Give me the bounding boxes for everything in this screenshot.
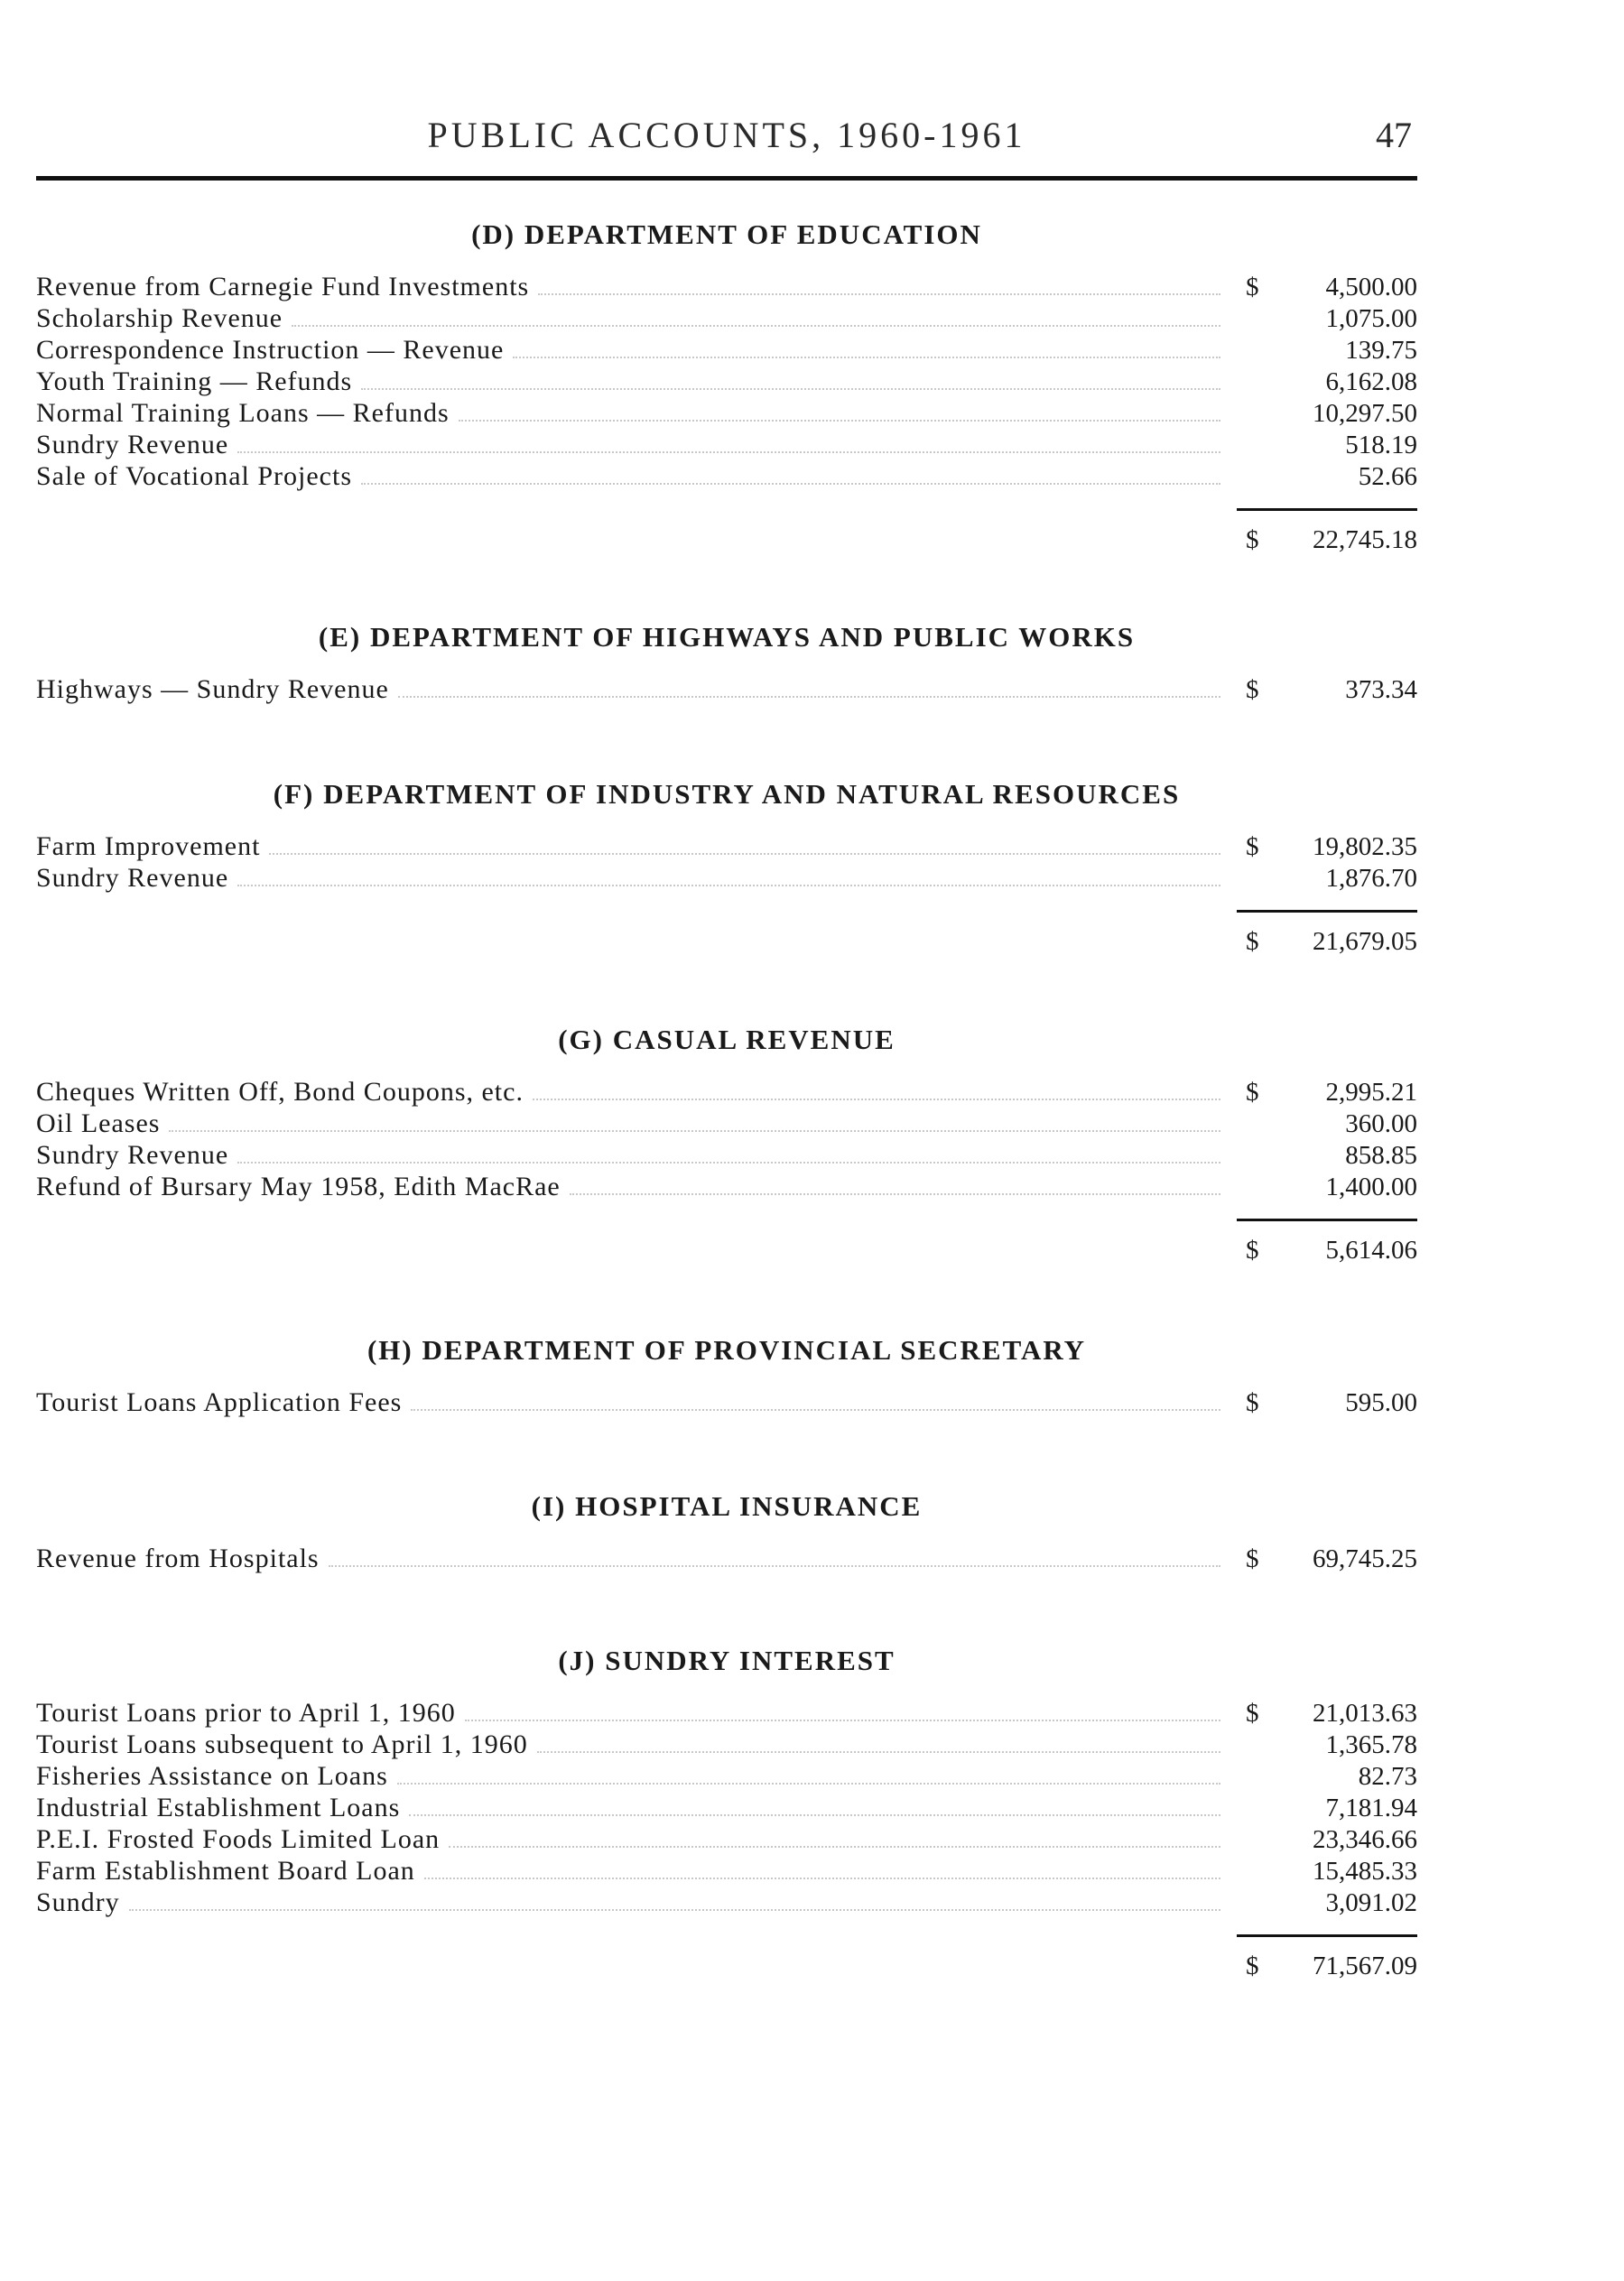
table-row <box>36 429 1417 460</box>
section-total <box>36 1219 1417 1269</box>
row-label: Scholarship Revenue <box>36 303 283 333</box>
section-total <box>36 1934 1417 1985</box>
dot-leader <box>424 1858 1220 1879</box>
section-sundry-interest <box>36 1641 1417 1985</box>
dot-leader <box>129 1889 1220 1911</box>
row-label: Oil Leases <box>36 1108 161 1138</box>
row-amount: 373.34 <box>1345 675 1417 704</box>
row-amount: 139.75 <box>1345 336 1417 365</box>
row-amount: 518.19 <box>1345 431 1417 459</box>
dot-leader <box>459 400 1220 422</box>
dot-leader <box>538 274 1220 295</box>
row-label: Farm Establishment Board Loan <box>36 1856 415 1886</box>
row-label: Tourist Loans subsequent to April 1, 1960 <box>36 1729 528 1759</box>
total-row <box>1246 1235 1417 1266</box>
dot-leader <box>237 431 1220 453</box>
section-title: (G) CASUAL REVENUE <box>558 1024 896 1055</box>
dot-leader <box>397 1763 1220 1785</box>
row-label: P.E.I. Frosted Foods Limited Loan <box>36 1824 441 1854</box>
row-label: Normal Training Loans — Refunds <box>36 398 450 428</box>
row-amount: 2,995.21 <box>1325 1078 1417 1107</box>
table-row <box>36 1076 1417 1108</box>
dot-leader <box>465 1700 1220 1721</box>
row-label: Refund of Bursary May 1958, Edith MacRae <box>36 1172 561 1201</box>
table-row <box>36 862 1417 894</box>
row-label: Sale of Vocational Projects <box>36 461 352 491</box>
row-amount: 19,802.35 <box>1313 832 1417 861</box>
row-amount: 1,876.70 <box>1325 864 1417 893</box>
dot-leader <box>398 676 1220 698</box>
row-amount: 7,181.94 <box>1325 1794 1417 1822</box>
row-amount: 15,485.33 <box>1313 1857 1417 1886</box>
row-label: Sundry Revenue <box>36 1140 229 1170</box>
dot-leader <box>409 1794 1220 1816</box>
table-row <box>36 334 1417 366</box>
currency-symbol: $ <box>1246 1699 1259 1728</box>
section-title: (E) DEPARTMENT OF HIGHWAYS AND PUBLIC WORKS <box>318 621 1136 653</box>
dot-leader <box>570 1173 1220 1195</box>
dot-leader <box>269 833 1220 855</box>
table-row <box>36 1108 1417 1139</box>
currency-symbol: $ <box>1246 675 1259 704</box>
section-provincial-secretary <box>36 1331 1417 1418</box>
total-rule <box>1237 508 1417 511</box>
table-row <box>36 830 1417 862</box>
total-rule <box>1237 1219 1417 1221</box>
header-rule <box>36 176 1417 181</box>
dot-leader <box>513 337 1220 358</box>
section-total <box>36 508 1417 559</box>
total-amount: 22,745.18 <box>1313 525 1417 554</box>
table-row <box>36 1823 1417 1855</box>
table-row <box>36 397 1417 429</box>
section-title: (D) DEPARTMENT OF EDUCATION <box>471 218 982 250</box>
table-row <box>36 1139 1417 1171</box>
section-title: (H) DEPARTMENT OF PROVINCIAL SECRETARY <box>367 1334 1087 1366</box>
table-row <box>36 1543 1417 1574</box>
currency-symbol: $ <box>1246 1388 1259 1417</box>
page-number: 47 <box>1376 115 1412 155</box>
row-amount: 4,500.00 <box>1325 273 1417 301</box>
currency-symbol: $ <box>1246 525 1259 554</box>
table-row <box>36 1386 1417 1418</box>
row-amount: 1,365.78 <box>1325 1730 1417 1759</box>
row-amount: 69,745.25 <box>1313 1544 1417 1573</box>
dot-leader <box>361 368 1220 390</box>
section-hospital-insurance <box>36 1487 1417 1574</box>
section-title: (J) SUNDRY INTEREST <box>558 1645 896 1676</box>
row-amount: 1,400.00 <box>1325 1173 1417 1201</box>
row-label: Sundry Revenue <box>36 863 229 893</box>
total-amount: 5,614.06 <box>1325 1236 1417 1265</box>
row-amount: 23,346.66 <box>1313 1825 1417 1854</box>
section-industry <box>36 774 1417 960</box>
currency-symbol: $ <box>1246 273 1259 301</box>
row-amount: 10,297.50 <box>1313 399 1417 428</box>
page-header <box>36 107 1417 170</box>
total-rule <box>1237 1934 1417 1937</box>
total-amount: 71,567.09 <box>1313 1952 1417 1980</box>
row-label: Correspondence Instruction — Revenue <box>36 335 505 365</box>
table-row <box>36 302 1417 334</box>
currency-symbol: $ <box>1246 1952 1259 1980</box>
table-row <box>36 1887 1417 1918</box>
dot-leader <box>292 305 1220 327</box>
dot-leader <box>533 1079 1220 1100</box>
table-row <box>36 1855 1417 1887</box>
table-row <box>36 1729 1417 1760</box>
dot-leader <box>237 865 1220 886</box>
row-label: Industrial Establishment Loans <box>36 1793 401 1822</box>
total-row <box>1246 1951 1417 1982</box>
total-row <box>1246 926 1417 958</box>
section-education <box>36 215 1417 559</box>
table-row <box>36 673 1417 705</box>
row-label: Farm Improvement <box>36 831 261 861</box>
table-row <box>36 1760 1417 1792</box>
total-row <box>1246 524 1417 556</box>
table-row <box>36 460 1417 492</box>
row-label: Sundry Revenue <box>36 430 229 459</box>
dot-leader <box>537 1731 1220 1753</box>
section-highways <box>36 617 1417 705</box>
row-label: Tourist Loans Application Fees <box>36 1387 403 1417</box>
row-amount: 21,013.63 <box>1313 1699 1417 1728</box>
table-row <box>36 1697 1417 1729</box>
section-total <box>36 910 1417 960</box>
row-amount: 858.85 <box>1345 1141 1417 1170</box>
row-label: Cheques Written Off, Bond Coupons, etc. <box>36 1077 524 1107</box>
dot-leader <box>411 1389 1220 1411</box>
table-row <box>36 271 1417 302</box>
row-amount: 6,162.08 <box>1325 367 1417 396</box>
row-amount: 360.00 <box>1345 1109 1417 1138</box>
row-amount: 3,091.02 <box>1325 1888 1417 1917</box>
currency-symbol: $ <box>1246 1078 1259 1107</box>
section-title: (F) DEPARTMENT OF INDUSTRY AND NATURAL RESOURCES <box>273 778 1181 810</box>
total-amount: 21,679.05 <box>1313 927 1417 956</box>
row-label: Revenue from Hospitals <box>36 1544 320 1573</box>
section-casual-revenue <box>36 1020 1417 1269</box>
table-row <box>36 366 1417 397</box>
dot-leader <box>361 463 1220 485</box>
row-label: Revenue from Carnegie Fund Investments <box>36 272 530 301</box>
row-label: Tourist Loans prior to April 1, 1960 <box>36 1698 456 1728</box>
currency-symbol: $ <box>1246 927 1259 956</box>
row-amount: 52.66 <box>1358 462 1417 491</box>
row-amount: 595.00 <box>1345 1388 1417 1417</box>
table-row <box>36 1171 1417 1202</box>
table-row <box>36 1792 1417 1823</box>
row-amount: 1,075.00 <box>1325 304 1417 333</box>
row-amount: 82.73 <box>1358 1762 1417 1791</box>
dot-leader <box>169 1110 1220 1132</box>
currency-symbol: $ <box>1246 1544 1259 1573</box>
total-rule <box>1237 910 1417 913</box>
row-label: Highways — Sundry Revenue <box>36 674 389 704</box>
dot-leader <box>329 1545 1220 1567</box>
currency-symbol: $ <box>1246 1236 1259 1265</box>
row-label: Fisheries Assistance on Loans <box>36 1761 388 1791</box>
page-title: PUBLIC ACCOUNTS, 1960-1961 <box>427 115 1026 155</box>
row-label: Youth Training — Refunds <box>36 366 353 396</box>
dot-leader <box>237 1142 1220 1164</box>
row-label: Sundry <box>36 1887 120 1917</box>
currency-symbol: $ <box>1246 832 1259 861</box>
section-title: (I) HOSPITAL INSURANCE <box>531 1490 923 1522</box>
dot-leader <box>449 1826 1220 1848</box>
